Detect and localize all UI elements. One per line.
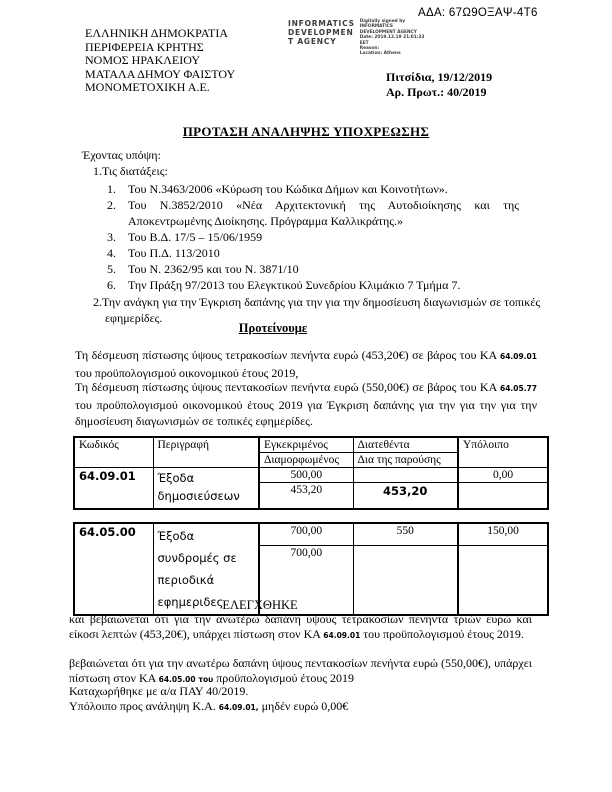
- list-item-number: 4.: [107, 246, 116, 260]
- description-line: Έξοδα συνδρομές σε: [157, 529, 237, 565]
- t2-cell-approved-2: 700,00: [259, 546, 353, 615]
- budget-code: 64.09.01,: [218, 703, 259, 712]
- registered-line: Καταχωρήθηκε με α/α ΠΑΥ 40/2019.: [69, 684, 249, 698]
- stamp-sig-line: Date: 2019.12.19 21:01:33: [359, 35, 425, 41]
- checked-heading: ΕΛΕΓΧΘΗΚΕ: [222, 598, 298, 612]
- description-line: περιοδικά: [157, 573, 215, 587]
- propose-heading: [0, 321, 612, 336]
- list-item: [107, 277, 519, 293]
- list-item-number: 5.: [107, 262, 116, 276]
- stamp-sig-line: INFORMATICS: [359, 24, 393, 30]
- description-line: εφημεριδες: [157, 595, 224, 609]
- t1-header-allocated: Διατεθέντα: [353, 437, 458, 453]
- stamp-agency-line: DEVELOPMEN: [288, 28, 354, 37]
- checked-paragraph-2: [69, 656, 532, 687]
- list-item: [107, 245, 519, 261]
- t1-cell-description: [153, 468, 259, 509]
- issuer-line: ΜΟΝΟΜΕΤΟΧΙΚΗ Α.Ε.: [85, 80, 210, 94]
- list-item-number: 3.: [107, 230, 116, 244]
- need-item: 2.Την ανάγκη για την Έγκριση δαπάνης για την για την δημοσίευση διαγωνισμών σε τοπικές εφημερίδες.: [93, 295, 541, 325]
- proposal-paragraph-2: [75, 379, 537, 429]
- list-item: [107, 197, 519, 229]
- list-item: [107, 181, 519, 197]
- t2-cell-code: 64.05.00: [74, 523, 153, 615]
- paragraph-text: του προϋπολογισμού οικονομικού έτους 2019,: [75, 366, 299, 380]
- provisions-list: [107, 181, 519, 293]
- t1-cell-allocated-1: [353, 468, 458, 483]
- paragraph-text: του προϋπολογισμού οικονομικού έτους 2019 για Έγκριση δαπάνης για την για την για την δημοσίευση διαγωνισμών σε τοπικές εφημερίδες.: [75, 398, 537, 428]
- t1-cell-code: 64.09.01: [74, 468, 153, 509]
- paragraph-text: Υπόλοιπο προς ανάληψη Κ.Α.: [69, 699, 219, 713]
- t1-cell-balance-1: 0,00: [458, 468, 548, 483]
- balance-line: [69, 699, 532, 715]
- ada-number: [418, 7, 538, 19]
- budget-code: 64.09.01: [323, 631, 361, 640]
- t1-header-code: Κωδικός: [74, 437, 153, 468]
- protocol-number: Αρ. Πρωτ.: 40/2019: [386, 85, 487, 99]
- paragraph-text: προϋπολογισμού έτους 2019: [213, 671, 355, 685]
- description-line: δημοσιεύσεων: [157, 489, 240, 503]
- t1-header-approved-sub: Διαμορφωμένος: [259, 453, 353, 468]
- t1-header-allocated-sub: Δια της παρούσης: [353, 453, 458, 468]
- t1-cell-balance-2: [458, 483, 548, 509]
- list-item-number: 1.: [107, 182, 116, 196]
- list-item-text: Την Πράξη 97/2013 του Ελεγκτικού Συνεδρίου Κλιμάκιο 7 Τμήμα 7.: [128, 278, 461, 292]
- paragraph-text: Τη δέσμευση πίστωσης ύψους τετρακοσίων πενήντα ευρώ (453,20€) σε βάρος του ΚΑ: [75, 348, 500, 362]
- list-item: [107, 229, 519, 245]
- stamp-sig-line: DEVELOPMENT AGENCY: [359, 29, 417, 35]
- paragraph-text: και βεβαιώνεται ότι για την ανωτέρω δαπάνη ύψους τετρακοσίων πενηντα τριών ευρώ και είκοσι λεπτών (453,20€), υπάρχει πίστωση στον ΚΑ: [69, 612, 532, 641]
- stamp-agency-line: INFORMATICS: [288, 19, 355, 28]
- document-title: [0, 124, 612, 140]
- list-item-number: 6.: [107, 278, 116, 292]
- list-item-text: Του Ν. 2362/95 και του Ν. 3871/10: [128, 262, 299, 276]
- list-item-number: 2.: [107, 198, 116, 212]
- description-line: Έξοδα: [157, 471, 195, 485]
- list-item: [107, 261, 519, 277]
- paragraph-text: μηδέν ευρώ 0,00€: [258, 699, 349, 713]
- document-title-text: ΠΡΟΤΑΣΗ ΑΝΑΛΗΨΗΣ ΥΠΟΧΡΕΩΣΗΣ: [182, 124, 430, 139]
- proposal-paragraph-1: [75, 347, 537, 381]
- issuer-line: ΠΕΡΙΦΕΡΕΙΑ ΚΡΗΤΗΣ: [85, 39, 204, 54]
- stamp-agency-name: [288, 19, 355, 57]
- t2-cell-approved-1: 700,00: [259, 523, 353, 546]
- propose-heading-text: Προτείνουμε: [238, 321, 308, 335]
- budget-code: 64.05.00 του: [158, 675, 214, 684]
- ada-value: 67Ω9ΟΞΑΨ-4Τ6: [448, 7, 538, 19]
- digital-signature-stamp: [288, 19, 424, 57]
- stamp-sig-line: Digitally signed by: [359, 19, 406, 24]
- issuer-block: [85, 27, 235, 95]
- paragraph-text: Τη δέσμευση πίστωσης ύψους πεντακοσίων πενήντα ευρώ (550,00€) σε βάρος του ΚΑ: [75, 380, 500, 394]
- paragraph-text: του προϋπολογισμού έτους 2019.: [360, 627, 524, 641]
- budget-code: 64.09.01: [499, 352, 537, 361]
- list-item-text: Του Β.Δ. 17/5 – 15/06/1959: [128, 230, 263, 244]
- budget-table-1: [73, 436, 549, 510]
- ada-label: ΑΔΑ:: [418, 7, 446, 19]
- stamp-sig-line: Location: Athens: [359, 51, 401, 57]
- t1-header-approved: Εγκεκριμένος: [259, 437, 353, 453]
- t1-cell-allocated-2: 453,20: [353, 483, 458, 509]
- budget-code: 64.05.77: [499, 384, 537, 393]
- stamp-sig-line: Reason:: [359, 46, 380, 52]
- place-date: Πιτσίδια, 19/12/2019: [386, 70, 493, 84]
- t1-header-balance: Υπόλοιπο: [458, 437, 548, 468]
- list-item-text: Του Ν.3463/2006 «Κύρωση του Κώδικα Δήμων και Κοινοτήτων».: [128, 182, 448, 196]
- checked-paragraph-1: [69, 612, 532, 643]
- paragraph-text: βεβαιώνεται ότι για την ανωτέρω δαπάνη ύψους πεντακοσίων πενήντα ευρώ (550,00€), υπάρχει πίστωση στον ΚΑ: [69, 656, 532, 685]
- issuer-line: ΕΛΛΗΝΙΚΗ ΔΗΜΟΚΡΑΤΙΑ: [85, 26, 229, 40]
- list-item-text: Του Π.Δ. 113/2010: [128, 246, 220, 260]
- stamp-agency-line: T AGENCY: [288, 37, 337, 46]
- provisions-label: 1.Τις διατάξεις:: [93, 164, 168, 178]
- t2-cell-balance-1: 150,00: [458, 523, 548, 546]
- stamp-sig-line: EET: [359, 40, 369, 46]
- list-item-text: Του Ν.3852/2010 «Νέα Αρχιτεκτονική της Αυτοδιοίκησης και της Αποκεντρωμένης Διοίκησης. Πρόγραμμα Καλλικράτης.»: [128, 198, 519, 228]
- preamble-intro: Έχοντας υπόψη:: [82, 148, 161, 162]
- issuer-line: ΝΟΜΟΣ ΗΡΑΚΛΕΙΟΥ: [85, 53, 200, 67]
- place-date-block: [386, 70, 492, 100]
- issuer-line: ΜΑΤΑΛΑ ΔΗΜΟΥ ΦΑΙΣΤΟΥ: [85, 66, 236, 81]
- t1-cell-approved-1: 500,00: [259, 468, 353, 483]
- t1-header-description: Περιγραφή: [153, 437, 259, 468]
- t2-cell-allocated-1: 550: [353, 523, 458, 546]
- t1-cell-approved-2: 453,20: [259, 483, 353, 509]
- stamp-signature-details: [360, 19, 425, 57]
